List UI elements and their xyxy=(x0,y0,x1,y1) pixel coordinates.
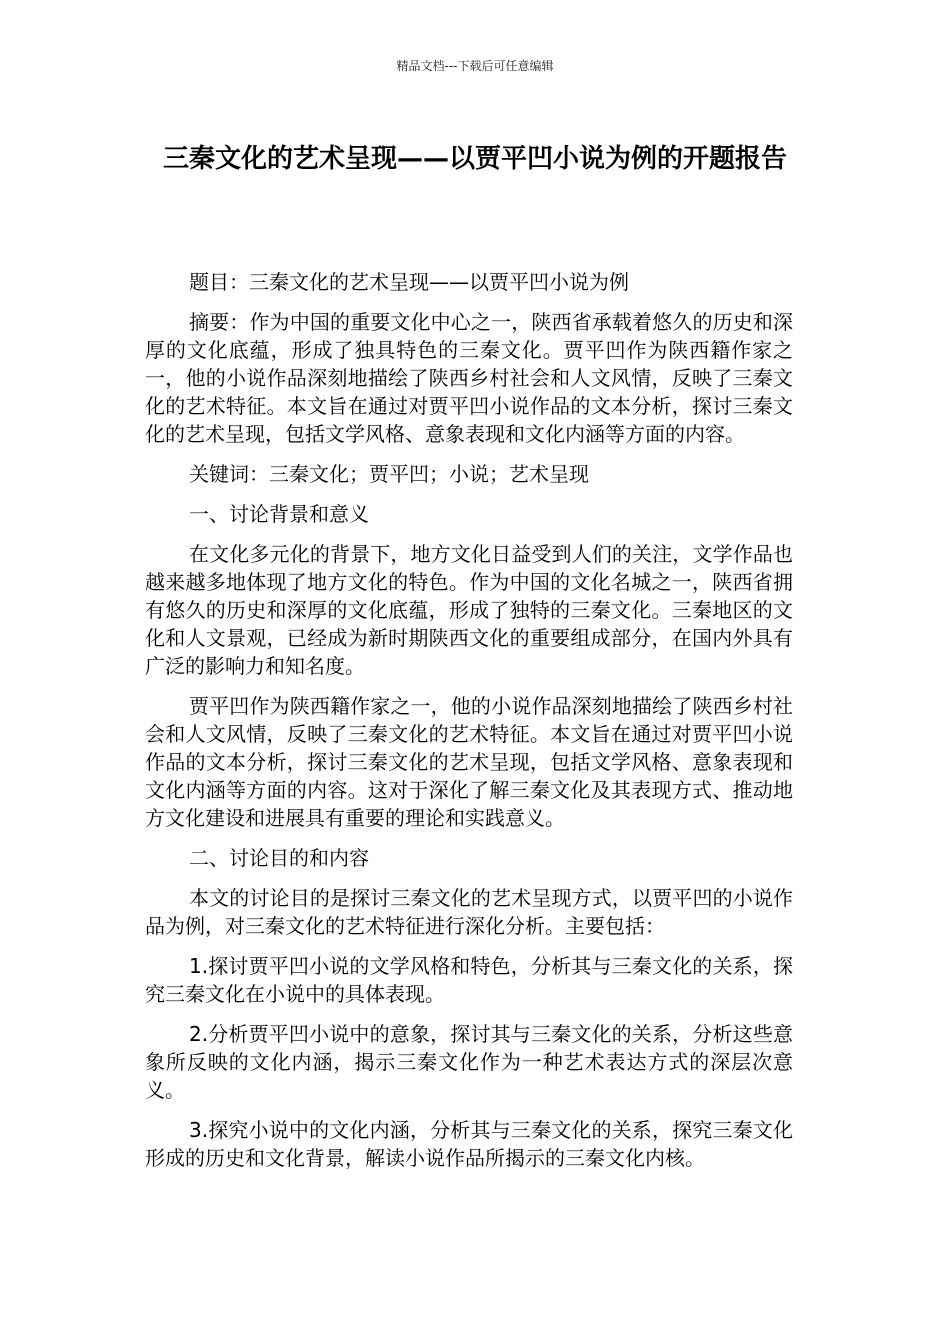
paragraph-background-2: 贾平凹作为陕西籍作家之一，他的小说作品深刻地描绘了陕西乡村社会和人文风情，反映了三秦文化的艺术特征。本文旨在通过对贾平凹小说作品的文本分析，探讨三秦文化的艺术呈现，包括文学风格、意象表现和文化内涵等方面的内容。这对于深化了解三秦文化及其表现方式、推动地方文化建设和进展具有重要的理论和实践意义。 xyxy=(145,694,793,830)
paragraph-keywords: 关键词：三秦文化；贾平凹；小说；艺术呈现 xyxy=(189,462,589,486)
paragraph-abstract: 摘要：作为中国的重要文化中心之一，陕西省承载着悠久的历史和深厚的文化底蕴，形成了独具特色的三秦文化。贾平凹作为陕西籍作家之一，他的小说作品深刻地描绘了陕西乡村社会和人文风情，反映了三秦文化的艺术特征。本文旨在通过对贾平凹小说作品的文本分析，探讨三秦文化的艺术呈现，包括文学风格、意象表现和文化内涵等方面的内容。 xyxy=(145,310,793,446)
section-heading-purpose: 二、讨论目的和内容 xyxy=(189,846,369,870)
list-item-3: 3.探究小说中的文化内涵，分析其与三秦文化的关系，探究三秦文化形成的历史和文化背景，解读小说作品所揭示的三秦文化内核。 xyxy=(145,1118,793,1170)
paragraph-purpose-intro: 本文的讨论目的是探讨三秦文化的艺术呈现方式，以贾平凹的小说作品为例，对三秦文化的艺术特征进行深化分析。主要包括： xyxy=(145,886,793,938)
list-item-2: 2.分析贾平凹小说中的意象，探讨其与三秦文化的关系，分析这些意象所反映的文化内涵，揭示三秦文化作为一种艺术表达方式的深层次意义。 xyxy=(145,1022,793,1102)
header-note: 精品文档---下载后可任意编辑 xyxy=(396,59,554,73)
document-body xyxy=(145,268,793,1184)
document-title: 三秦文化的艺术呈现——以贾平凹小说为例的开题报告 xyxy=(162,144,787,174)
paragraph-topic: 题目：三秦文化的艺术呈现——以贾平凹小说为例 xyxy=(189,270,629,294)
section-heading-background: 一、讨论背景和意义 xyxy=(189,502,369,526)
list-item-1: 1.探讨贾平凹小说的文学风格和特色，分析其与三秦文化的关系，探究三秦文化在小说中的具体表现。 xyxy=(145,954,793,1006)
paragraph-background-1: 在文化多元化的背景下，地方文化日益受到人们的关注，文学作品也越来越多地体现了地方文化的特色。作为中国的文化名城之一，陕西省拥有悠久的历史和深厚的文化底蕴，形成了独特的三秦文化。三秦地区的文化和人文景观，已经成为新时期陕西文化的重要组成部分，在国内外具有广泛的影响力和知名度。 xyxy=(145,542,793,678)
